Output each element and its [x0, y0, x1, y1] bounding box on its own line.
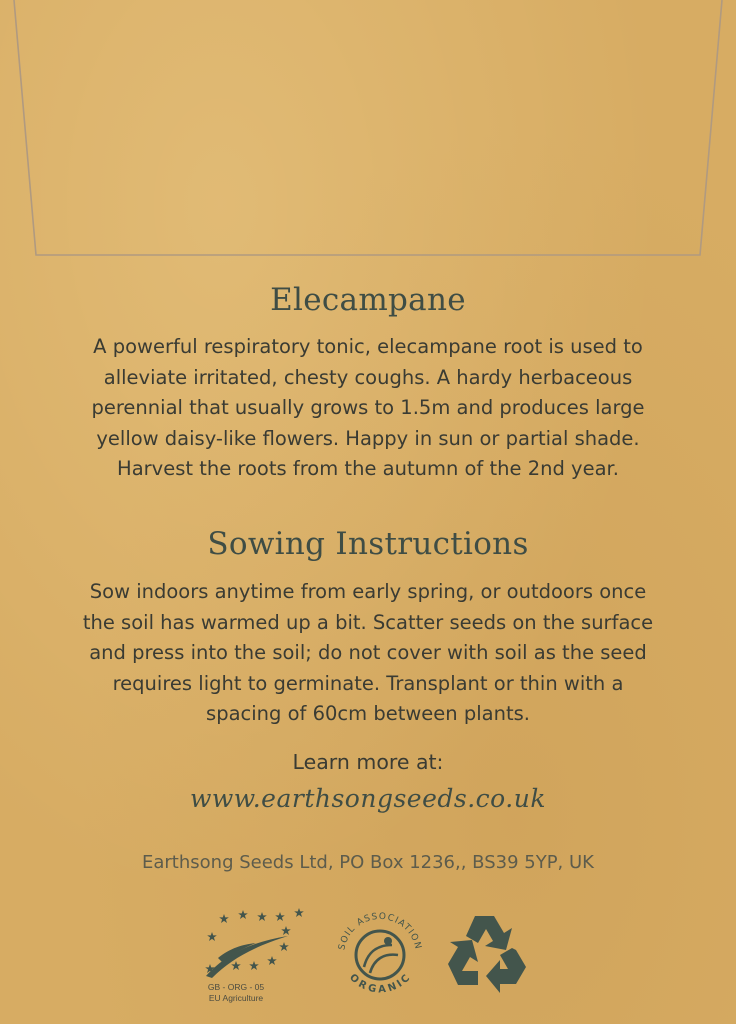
learn-more-label: Learn more at: — [292, 750, 444, 774]
description-line: Harvest the roots from the autumn of the 2nd year. — [117, 457, 619, 480]
product-title: Elecampane — [270, 282, 466, 318]
product-description — [40, 332, 696, 485]
eu-agriculture-label: EU Agriculture — [208, 993, 264, 1003]
eu-organic-code-block — [196, 982, 276, 1004]
eu-organic-code: GB - ORG - 05 — [207, 982, 265, 992]
eu-organic-leaf-icon — [196, 906, 316, 984]
description-line: A powerful respiratory tonic, elecampane root is used to — [93, 335, 643, 358]
soil-association-ring-bottom: ORGANIC — [347, 972, 413, 996]
sowing-instructions — [40, 577, 696, 730]
instruction-line: Sow indoors anytime from early spring, or outdoors once — [89, 580, 647, 603]
sowing-heading: Sowing Instructions — [207, 526, 529, 562]
recycle-icon — [442, 910, 528, 996]
description-line: alleviate irritated, chesty coughs. A hardy herbaceous — [103, 365, 633, 389]
instruction-line: and press into the soil; do not cover with soil as the seed — [89, 641, 647, 664]
instruction-line: the soil has warmed up a bit. Scatter seeds on the surface — [82, 610, 654, 634]
svg-text:ORGANIC — [347, 972, 413, 995]
website-link[interactable]: www.earthsongseeds.co.uk — [190, 784, 546, 813]
instruction-line: requires light to germinate. Transplant or thin with a — [112, 671, 624, 695]
soil-association-ring-top: SOIL ASSOCIATION — [337, 911, 423, 952]
description-line: yellow daisy-like flowers. Happy in sun or partial shade. — [96, 426, 640, 450]
soil-association-icon — [330, 905, 430, 1005]
instruction-line: spacing of 60cm between plants. — [206, 702, 530, 725]
envelope-flap-outline — [0, 0, 736, 260]
description-line: perennial that usually grows to 1.5m and produces large — [91, 396, 645, 419]
company-address: Earthsong Seeds Ltd, PO Box 1236,, BS39 5YP, UK — [142, 852, 594, 873]
